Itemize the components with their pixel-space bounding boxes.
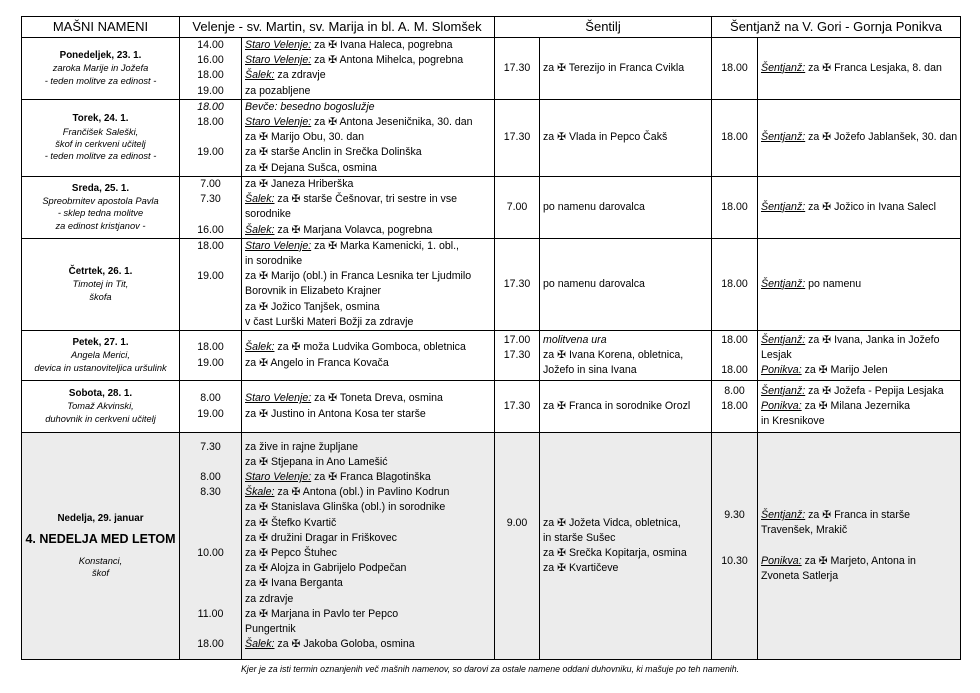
header-sentjanz: Šentjanž na V. Gori - Gornja Ponikva bbox=[712, 17, 961, 38]
intention-line bbox=[245, 300, 491, 315]
place-label: Šalek: bbox=[245, 69, 275, 82]
saint-line: Konstanci, bbox=[78, 555, 123, 566]
place-label: Bevče: bbox=[245, 100, 278, 113]
intention-line bbox=[245, 485, 491, 500]
intention-text: za zdravje bbox=[245, 592, 294, 605]
mass-time: 19.00 bbox=[197, 407, 224, 420]
day-row bbox=[22, 381, 961, 433]
sentilj-times bbox=[495, 99, 540, 176]
mass-time bbox=[712, 523, 757, 538]
mass-time: 19.00 bbox=[197, 84, 224, 97]
place-label: Šalek: bbox=[245, 223, 275, 236]
intention-text: za ✠ Jožefo Jablanšek, 30. dan bbox=[805, 131, 958, 144]
intention-line bbox=[245, 223, 491, 238]
intention-line bbox=[245, 100, 491, 115]
mass-time bbox=[180, 254, 241, 269]
intention-line bbox=[761, 508, 957, 523]
mass-time: 7.00 bbox=[200, 177, 221, 190]
sentilj-intentions bbox=[540, 381, 712, 433]
intention-line bbox=[245, 84, 491, 99]
place-label: Škale: bbox=[245, 486, 275, 499]
velenje-intentions bbox=[242, 38, 495, 100]
mass-time: 18.00 bbox=[721, 399, 748, 412]
place-label: Šalek: bbox=[245, 193, 275, 206]
day-name: Sreda, 25. 1. bbox=[71, 182, 130, 194]
mass-time: 17.30 bbox=[503, 399, 531, 412]
place-label: Ponikva: bbox=[761, 399, 802, 412]
day-cell bbox=[22, 38, 180, 100]
mass-time bbox=[180, 561, 241, 576]
place-label: Staro Velenje: bbox=[245, 471, 312, 484]
sunday-title: 4. NEDELJA MED LETOM bbox=[25, 531, 176, 546]
intention-text: za ✠ Antona Jeseničnika, 30. dan bbox=[311, 116, 473, 129]
velenje-times bbox=[180, 99, 242, 176]
velenje-times bbox=[180, 331, 242, 381]
intention-text: za ✠ Srečka Kopitarja, osmina bbox=[543, 547, 687, 560]
intention-line bbox=[245, 500, 491, 515]
intention-text: za ✠ starše Anclin in Srečka Dolinška bbox=[245, 146, 422, 159]
intention-line bbox=[761, 61, 957, 76]
velenje-intentions bbox=[242, 331, 495, 381]
intention-line bbox=[245, 38, 491, 53]
intention-text: v čast Lurški Materi Božji za zdravje bbox=[245, 315, 414, 328]
day-cell bbox=[22, 176, 180, 238]
sentjanz-intentions bbox=[758, 99, 961, 176]
sentjanz-intentions bbox=[758, 433, 961, 660]
intention-line bbox=[761, 384, 957, 399]
intention-line bbox=[245, 561, 491, 576]
saint-line: Angela Merici, bbox=[71, 350, 130, 361]
saint-line: škof bbox=[91, 568, 110, 579]
velenje-intentions bbox=[242, 381, 495, 433]
intention-text: za ✠ Antona (obl.) in Pavlino Kodrun bbox=[274, 486, 450, 499]
mass-time bbox=[495, 546, 539, 561]
day-cell bbox=[22, 238, 180, 330]
intention-line bbox=[761, 200, 957, 215]
mass-time bbox=[180, 161, 241, 176]
mass-time: 18.00 bbox=[721, 200, 748, 213]
sentilj-times bbox=[495, 176, 540, 238]
intention-line bbox=[245, 68, 491, 83]
intention-line bbox=[761, 554, 957, 569]
mass-time: 18.00 bbox=[721, 277, 748, 290]
intention-line bbox=[245, 207, 491, 222]
intention-line bbox=[761, 333, 957, 348]
intention-line bbox=[761, 569, 957, 584]
sentjanz-intentions bbox=[758, 38, 961, 100]
place-label: Šalek: bbox=[245, 341, 275, 354]
day-name: Petek, 27. 1. bbox=[72, 337, 129, 349]
day-name: Sobota, 28. 1. bbox=[68, 388, 133, 400]
intention-text: za ✠ Marjana Volavca, pogrebna bbox=[274, 223, 433, 236]
intention-line bbox=[245, 192, 491, 207]
day-name: Ponedeljek, 23. 1. bbox=[59, 50, 142, 62]
place-label: Staro Velenje: bbox=[245, 239, 312, 252]
saint-line: za edinost kristjanov - bbox=[55, 220, 146, 231]
mass-time: 8.00 bbox=[200, 471, 221, 484]
mass-time bbox=[180, 300, 241, 315]
mass-time: 10.00 bbox=[197, 547, 224, 560]
intention-text: za ✠ Marka Kamenicki, 1. obl., bbox=[311, 239, 459, 252]
intention-text: za ✠ Milana Jezernika bbox=[801, 399, 911, 412]
intention-line bbox=[245, 407, 491, 422]
mass-time bbox=[180, 500, 241, 515]
mass-time bbox=[180, 531, 241, 546]
saint-line: - sklep tedna molitve bbox=[57, 208, 144, 219]
intention-text: za ✠ Ivana Korena, obletnica, bbox=[543, 348, 684, 361]
mass-time bbox=[180, 455, 241, 470]
mass-time bbox=[180, 576, 241, 591]
intention-text: za ✠ Marjeto, Antona in bbox=[801, 554, 916, 567]
intention-text: za ✠ Alojza in Gabrijelo Podpečan bbox=[245, 562, 407, 575]
sentilj-times bbox=[495, 381, 540, 433]
intention-text: Borovnik in Elizabeto Krajner bbox=[245, 285, 382, 298]
sentilj-intentions bbox=[540, 238, 712, 330]
intention-text: za ✠ Franca in starše bbox=[805, 509, 911, 522]
velenje-intentions bbox=[242, 238, 495, 330]
velenje-times bbox=[180, 381, 242, 433]
intention-text: za ✠ Franca Blagotinška bbox=[311, 471, 431, 484]
intention-text: po namenu bbox=[805, 277, 862, 290]
intention-text: za ✠ Stanislava Glinška (obl.) in sorodnike bbox=[245, 501, 446, 514]
intention-line bbox=[245, 637, 491, 652]
sentjanz-times bbox=[712, 99, 758, 176]
day-row bbox=[22, 99, 961, 176]
intention-text: za ✠ Vlada in Pepco Čakš bbox=[543, 131, 668, 144]
day-row bbox=[22, 176, 961, 238]
mass-time: 18.00 bbox=[197, 69, 224, 82]
intention-text: za ✠ Toneta Dreva, osmina bbox=[311, 392, 443, 405]
intention-text: za zdravje bbox=[274, 69, 326, 82]
intention-text: Lesjak bbox=[761, 348, 792, 361]
intention-line bbox=[761, 399, 957, 414]
intention-line bbox=[761, 414, 957, 429]
intention-text: Travenšek, Mrakič bbox=[761, 524, 848, 537]
mass-time: 17.00 bbox=[503, 333, 531, 346]
mass-time: 18.00 bbox=[197, 100, 224, 113]
intention-text: in starše Sušec bbox=[543, 531, 616, 544]
mass-time: 18.00 bbox=[721, 61, 748, 74]
intention-line bbox=[245, 531, 491, 546]
header-row bbox=[22, 17, 961, 38]
mass-time bbox=[712, 348, 757, 363]
mass-time bbox=[180, 130, 241, 145]
mass-time: 9.00 bbox=[506, 516, 528, 529]
mass-time bbox=[495, 363, 539, 378]
mass-time: 18.00 bbox=[197, 638, 224, 651]
place-label: Šalek: bbox=[245, 638, 275, 651]
mass-time bbox=[180, 592, 241, 607]
intention-text: za ✠ Marijo Jelen bbox=[801, 364, 888, 377]
intention-line bbox=[245, 177, 491, 192]
intention-text: za ✠ Janeza Hriberška bbox=[245, 177, 354, 190]
mass-time bbox=[180, 207, 241, 222]
intention-text: in Kresnikove bbox=[761, 415, 825, 428]
mass-time bbox=[180, 622, 241, 637]
mass-time: 7.30 bbox=[200, 440, 221, 453]
saint-line: zaroka Marije in Jožefa bbox=[52, 63, 149, 74]
intention-line bbox=[245, 115, 491, 130]
intention-line bbox=[245, 53, 491, 68]
mass-time: 14.00 bbox=[197, 39, 224, 51]
intention-text: za ✠ Ivana, Janka in Jožefo bbox=[805, 333, 940, 346]
sentilj-intentions bbox=[540, 433, 712, 660]
sentilj-times bbox=[495, 331, 540, 381]
place-label: Šentjanž: bbox=[761, 200, 806, 213]
sentjanz-intentions bbox=[758, 176, 961, 238]
intention-text: za ✠ moža Ludvika Gomboca, obletnica bbox=[274, 341, 466, 354]
saint-line: Tomaž Akvinski, bbox=[67, 401, 134, 412]
velenje-times bbox=[180, 433, 242, 660]
intention-line bbox=[245, 130, 491, 145]
intention-line bbox=[245, 315, 491, 330]
sentilj-intentions bbox=[540, 176, 712, 238]
day-cell bbox=[22, 99, 180, 176]
intention-text: za ✠ Jožeta Vidca, obletnica, bbox=[543, 516, 681, 529]
mass-time: 16.00 bbox=[197, 54, 224, 67]
sentilj-intentions bbox=[540, 38, 712, 100]
mass-time: 18.00 bbox=[197, 341, 224, 354]
intention-text: molitvena ura bbox=[543, 333, 607, 346]
day-row bbox=[22, 238, 961, 330]
intention-text: za ✠ Franca in sorodnike Orozl bbox=[543, 399, 691, 412]
mass-time bbox=[712, 538, 757, 553]
mass-time: 8.00 bbox=[724, 384, 745, 397]
mass-time bbox=[712, 569, 757, 584]
place-label: Šentjanž: bbox=[761, 509, 806, 522]
sentjanz-intentions bbox=[758, 238, 961, 330]
intention-text: za ✠ Pepco Štuhec bbox=[245, 547, 337, 560]
place-label: Staro Velenje: bbox=[245, 392, 312, 405]
mass-time bbox=[495, 531, 539, 546]
intention-text: za ✠ Jakoba Goloba, osmina bbox=[274, 638, 415, 651]
intention-line bbox=[245, 622, 491, 637]
intention-text: za ✠ Marjana in Pavlo ter Pepco bbox=[245, 607, 399, 620]
intention-text: za ✠ Justino in Antona Kosa ter starše bbox=[245, 407, 426, 420]
day-cell bbox=[22, 331, 180, 381]
velenje-intentions bbox=[242, 433, 495, 660]
mass-time bbox=[180, 315, 241, 330]
day-name: Torek, 24. 1. bbox=[72, 113, 129, 125]
mass-time: 8.00 bbox=[200, 392, 221, 405]
intention-line bbox=[761, 130, 957, 145]
day-name: Nedelja, 29. januar bbox=[57, 512, 144, 524]
saint-line: Frančišek Saleški, bbox=[62, 126, 139, 137]
intention-text: za ✠ Jožico in Ivana Salecl bbox=[805, 200, 936, 213]
intention-text: za ✠ Marijo (obl.) in Franca Lesnika ter Ljudmilo bbox=[245, 270, 472, 283]
intention-line bbox=[245, 254, 491, 269]
mass-time: 17.30 bbox=[503, 131, 531, 144]
sentjanz-times bbox=[712, 433, 758, 660]
place-label: Šentjanž: bbox=[761, 61, 806, 74]
sentilj-intentions bbox=[540, 99, 712, 176]
day-name: Četrtek, 26. 1. bbox=[68, 266, 133, 278]
sentilj-times bbox=[495, 238, 540, 330]
intention-text: za ✠ Jožico Tanjšek, osmina bbox=[245, 300, 380, 313]
day-cell bbox=[22, 381, 180, 433]
intention-text: sorodnike bbox=[245, 208, 291, 221]
header-sentilj: Šentilj bbox=[495, 17, 712, 38]
intention-line bbox=[761, 348, 957, 363]
intention-text: za ✠ Ivana Haleca, pogrebna bbox=[311, 39, 453, 51]
footer-note: Kjer je za isti termin oznanjenih več mašnih namenov, so darovi za ostale namene oddani duhovniku, ki mašuje po teh namenih. bbox=[240, 664, 740, 674]
intention-text: za ✠ družini Dragar in Friškovec bbox=[245, 531, 397, 544]
day-cell bbox=[22, 433, 180, 660]
intention-text: po namenu darovalca bbox=[543, 200, 645, 213]
place-label: Šentjanž: bbox=[761, 277, 806, 290]
sentjanz-times bbox=[712, 238, 758, 330]
sentilj-times bbox=[495, 433, 540, 660]
header-masni-nameni: MAŠNI NAMENI bbox=[22, 17, 180, 38]
mass-time: 18.00 bbox=[721, 333, 748, 346]
intention-line bbox=[245, 576, 491, 591]
place-label: Ponikva: bbox=[761, 554, 802, 567]
intention-line bbox=[245, 516, 491, 531]
mass-time: 19.00 bbox=[197, 270, 224, 283]
place-label: Staro Velenje: bbox=[245, 116, 312, 129]
intention-text: za ✠ Jožefa - Pepija Lesjaka bbox=[805, 384, 944, 397]
mass-time: 16.00 bbox=[197, 223, 224, 236]
saint-line: Spreobrnitev apostola Pavla bbox=[42, 196, 159, 207]
intention-text: za ✠ Stjepana in Ano Lamešić bbox=[245, 455, 388, 468]
saint-line: - teden molitve za edinost - bbox=[44, 151, 157, 162]
intention-line bbox=[245, 455, 491, 470]
intention-text: za ✠ Štefko Kvartič bbox=[245, 516, 337, 529]
intention-line bbox=[761, 363, 957, 378]
day-row bbox=[22, 331, 961, 381]
mass-time: 19.00 bbox=[197, 146, 224, 159]
sentilj-intentions bbox=[540, 331, 712, 381]
saint-line: škofa bbox=[89, 291, 112, 302]
intention-text: za ✠ Ivana Berganta bbox=[245, 577, 343, 590]
intention-text: za pozabljene bbox=[245, 84, 311, 97]
mass-time: 17.30 bbox=[503, 348, 531, 361]
day-row bbox=[22, 38, 961, 100]
intention-text: Zvoneta Satlerja bbox=[761, 569, 839, 582]
mass-time: 11.00 bbox=[197, 607, 224, 620]
sentjanz-times bbox=[712, 381, 758, 433]
velenje-intentions bbox=[242, 99, 495, 176]
day-row bbox=[22, 433, 961, 660]
saint-line: devica in ustanoviteljica uršulink bbox=[34, 362, 167, 373]
mass-time: 10.30 bbox=[721, 554, 748, 567]
saint-line: - teden molitve za edinost - bbox=[44, 75, 157, 86]
mass-time: 7.30 bbox=[200, 193, 221, 206]
mass-time: 18.00 bbox=[721, 131, 748, 144]
place-label: Ponikva: bbox=[761, 364, 802, 377]
intention-text: za ✠ Franca Lesjaka, 8. dan bbox=[805, 61, 942, 74]
intention-text: za ✠ Marijo Obu, 30. dan bbox=[245, 131, 364, 144]
intention-line bbox=[245, 546, 491, 561]
mass-time: 9.30 bbox=[724, 509, 745, 522]
mass-time: 7.00 bbox=[506, 200, 528, 213]
mass-time: 18.00 bbox=[197, 116, 224, 129]
sentilj-times bbox=[495, 38, 540, 100]
intention-line bbox=[245, 340, 491, 355]
saint-line: škof in cerkveni učitelj bbox=[55, 138, 146, 149]
mass-schedule-table bbox=[21, 16, 961, 660]
intention-text: za žive in rajne župljane bbox=[245, 440, 359, 453]
place-label: Staro Velenje: bbox=[245, 39, 312, 51]
mass-time: 18.00 bbox=[197, 239, 224, 252]
saint-line: Timotej in Tit, bbox=[72, 279, 129, 290]
intention-line bbox=[245, 284, 491, 299]
mass-time: 19.00 bbox=[197, 356, 224, 369]
intention-text: za ✠ Antona Mihelca, pogrebna bbox=[311, 54, 464, 67]
place-label: Šentjanž: bbox=[761, 384, 806, 397]
intention-text: za ✠ Terezijo in Franca Cvikla bbox=[543, 61, 685, 74]
velenje-times bbox=[180, 176, 242, 238]
intention-line bbox=[245, 592, 491, 607]
sentjanz-times bbox=[712, 331, 758, 381]
intention-text: Jožefo in sina Ivana bbox=[543, 364, 637, 377]
velenje-times bbox=[180, 38, 242, 100]
intention-text: za ✠ Angelo in Franca Kovača bbox=[245, 356, 389, 369]
mass-time bbox=[180, 516, 241, 531]
intention-text: za ✠ Kvartičeve bbox=[543, 562, 619, 575]
intention-text: Pungertnik bbox=[245, 623, 296, 636]
intention-line bbox=[761, 523, 957, 538]
intention-line bbox=[761, 277, 957, 292]
intention-line bbox=[245, 161, 491, 176]
intention-text: za ✠ Dejana Sušca, osmina bbox=[245, 161, 377, 174]
velenje-times bbox=[180, 238, 242, 330]
intention-text: in sorodnike bbox=[245, 255, 303, 268]
sentjanz-intentions bbox=[758, 331, 961, 381]
mass-time: 17.30 bbox=[503, 277, 531, 290]
intention-line bbox=[245, 145, 491, 160]
sentjanz-times bbox=[712, 176, 758, 238]
mass-time: 17.30 bbox=[503, 61, 531, 74]
mass-time bbox=[712, 414, 757, 429]
header-velenje: Velenje - sv. Martin, sv. Marija in bl. A. M. Slomšek bbox=[180, 17, 495, 38]
sentjanz-times bbox=[712, 38, 758, 100]
velenje-intentions bbox=[242, 176, 495, 238]
place-label: Šentjanž: bbox=[761, 131, 806, 144]
mass-time bbox=[495, 561, 539, 576]
mass-time: 8.30 bbox=[200, 486, 221, 499]
intention-line bbox=[245, 269, 491, 284]
intention-line bbox=[245, 239, 491, 254]
intention-line bbox=[245, 607, 491, 622]
intention-line bbox=[245, 391, 491, 406]
mass-time bbox=[180, 284, 241, 299]
saint-line: duhovnik in cerkveni učitelj bbox=[45, 413, 156, 424]
intention-text: za ✠ starše Češnovar, tri sestre in vse bbox=[274, 193, 458, 206]
intention-line bbox=[761, 538, 957, 553]
sentjanz-intentions bbox=[758, 381, 961, 433]
intention-text: besedno bogoslužje bbox=[277, 100, 375, 113]
mass-time: 18.00 bbox=[721, 364, 748, 377]
intention-line bbox=[245, 440, 491, 455]
intention-line bbox=[245, 470, 491, 485]
place-label: Šentjanž: bbox=[761, 333, 806, 346]
intention-text: po namenu darovalca bbox=[543, 277, 645, 290]
intention-line bbox=[245, 356, 491, 371]
place-label: Staro Velenje: bbox=[245, 54, 312, 67]
